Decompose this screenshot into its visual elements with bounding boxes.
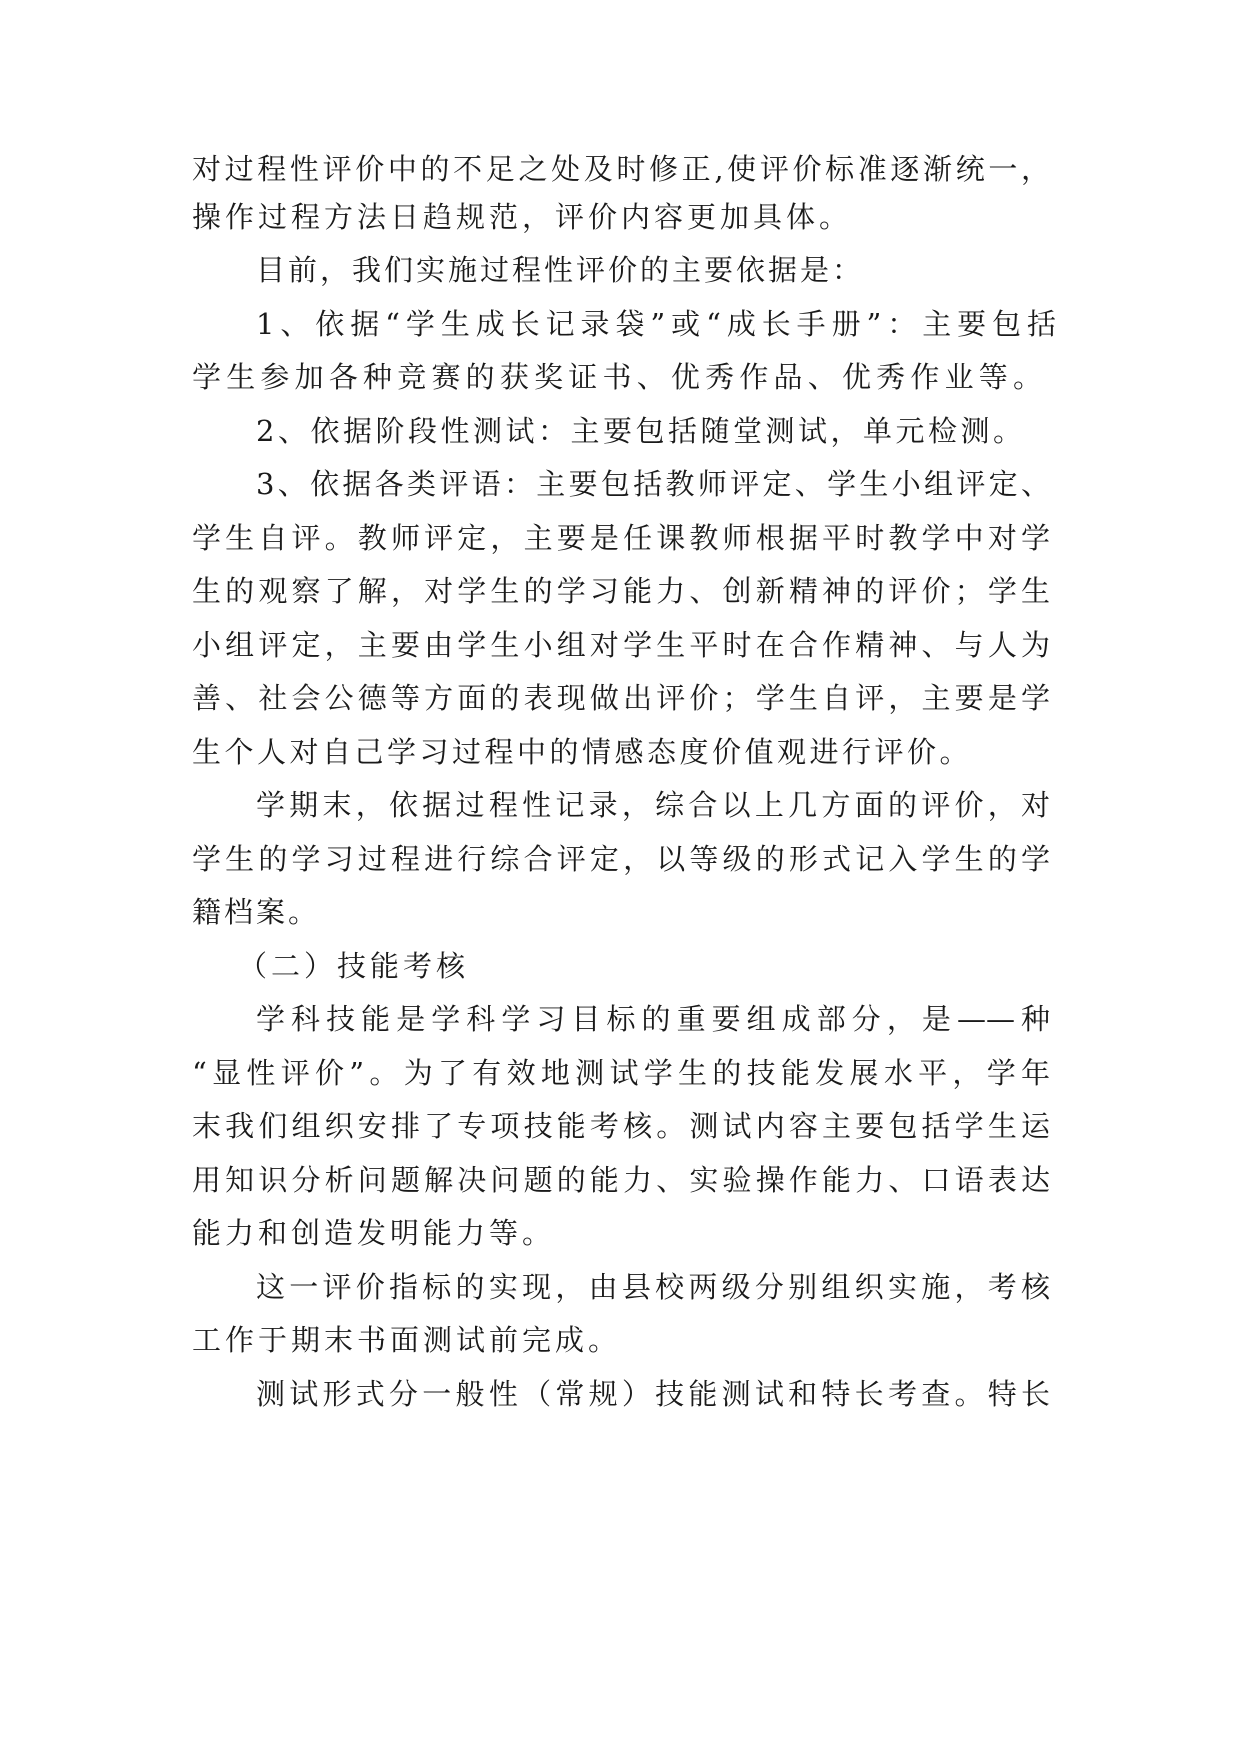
paragraph-line: 生的观察了解，对学生的学习能力、创新精神的评价；学生 bbox=[192, 574, 1050, 608]
paragraph-line: 小组评定，主要由学生小组对学生平时在合作精神、与人为 bbox=[192, 628, 1050, 662]
paragraph-line: 学期末，依据过程性记录，综合以上几方面的评价，对 bbox=[256, 788, 1050, 822]
paragraph-line: 2、依据阶段性测试：主要包括随堂测试，单元检测。 bbox=[256, 414, 1026, 448]
paragraph-line: 学生自评。教师评定，主要是任课教师根据平时教学中对学 bbox=[192, 521, 1050, 555]
paragraph-line: 籍档案。 bbox=[192, 895, 321, 929]
paragraph-line: 3、依据各类评语：主要包括教师评定、学生小组评定、 bbox=[256, 467, 1050, 501]
paragraph-line: 生个人对自己学习过程中的情感态度价值观进行评价。 bbox=[192, 735, 973, 769]
paragraph-line: 学生参加各种竞赛的获奖证书、优秀作品、优秀作业等。 bbox=[192, 360, 1042, 394]
paragraph-line: 用知识分析问题解决问题的能力、实验操作能力、口语表达 bbox=[192, 1163, 1050, 1197]
paragraph-line: 这一评价指标的实现，由县校两级分别组织实施，考核 bbox=[256, 1270, 1050, 1304]
paragraph-line: 工作于期末书面测试前完成。 bbox=[192, 1323, 622, 1357]
paragraph-line: 末我们组织安排了专项技能考核。测试内容主要包括学生运 bbox=[192, 1109, 1050, 1143]
paragraph-line: 1、依据“学生成长记录袋”或“成长手册”：主要包括 bbox=[256, 307, 1056, 341]
paragraph-line: 对过程性评价中的不足之处及时修正,使评价标准逐渐统一， bbox=[192, 152, 1050, 186]
paragraph-line: 能力和创造发明能力等。 bbox=[192, 1216, 556, 1250]
paragraph-line: “显性评价”。为了有效地测试学生的技能发展水平，学年 bbox=[192, 1056, 1050, 1090]
paragraph-line: 学生的学习过程进行综合评定，以等级的形式记入学生的学 bbox=[192, 842, 1050, 876]
paragraph-line: 善、社会公德等方面的表现做出评价；学生自评，主要是学 bbox=[192, 681, 1050, 715]
section-heading: （二）技能考核 bbox=[238, 949, 470, 983]
paragraph-line: 目前，我们实施过程性评价的主要依据是： bbox=[256, 253, 865, 287]
paragraph-line: 学科技能是学科学习目标的重要组成部分，是——种 bbox=[256, 1002, 1050, 1036]
paragraph-line: 测试形式分一般性（常规）技能测试和特长考查。特长 bbox=[256, 1377, 1050, 1411]
paragraph-line: 操作过程方法日趋规范，评价内容更加具体。 bbox=[192, 200, 853, 234]
